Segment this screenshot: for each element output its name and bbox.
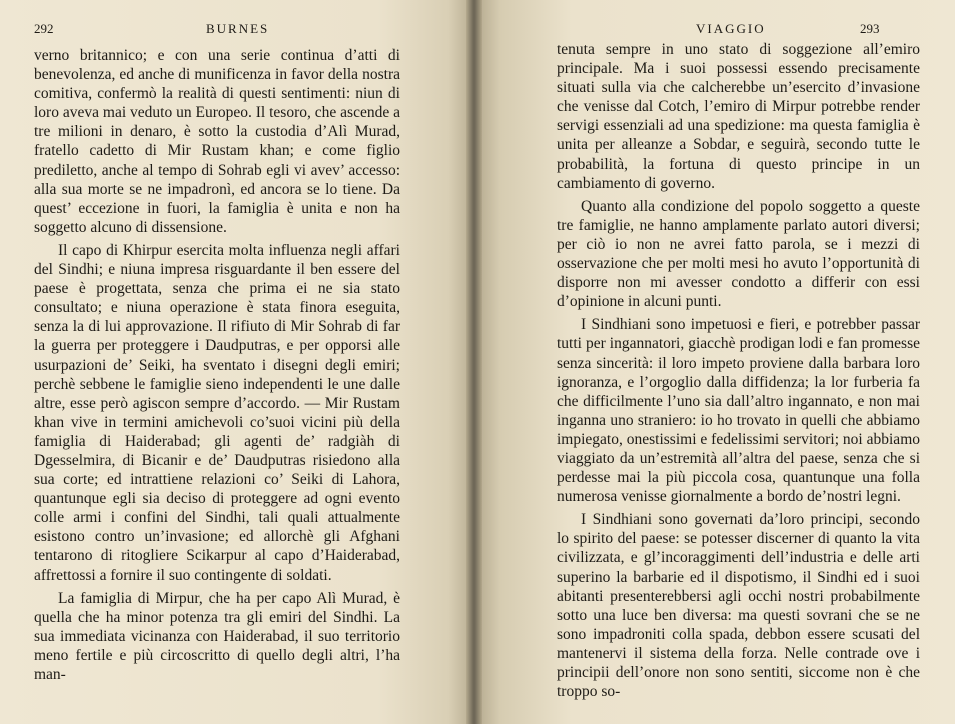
right-page	[476, 0, 955, 724]
left-paragraph-2: Il capo di Khirpur esercita molta influenza negli affari del Sindhi; e niuna impresa risguardante il ben essere del paese è progettata, senza che prima ei ne sia stato consultato; e niuna operazione è stata finora eseguita, senza la di lui approvazione. Il rifiuto di Mir Sohrab di far la guerra per proteggere i Daudputras, e per opporsi alle usurpazioni de’ Seiki, ha sventato i disegni degli emiri; perchè sebbene le famiglie sieno independenti le une dalle altre, esse però agiscon sempre d’accordo. — Mir Rustam khan vive in termini amichevoli co’suoi vicini più della famiglia di Haiderabad; gli agenti de’ radgiàh di Dgesselmira, di Bicanir e de’ Daudputras risiedono alla sua corte; ed intrattiene relazioni co’ Seiki di Lahora, quantunque egli sia deciso di proteggere ad ogni evento colle armi i confini del Sindhi, tali quali attualmente esistono contro un’invasione; ed allorchè gli Afghani tentarono di ritogliere Scikarpur al capo d’Haiderabad, affrettossi a fornire il suo contingente di soldati.	[34, 241, 400, 584]
left-page	[0, 0, 472, 724]
right-page-header	[476, 21, 955, 39]
left-page-header	[0, 21, 472, 39]
right-paragraph-1: tenuta sempre in uno stato di soggezione all’emiro principale. Ma i suoi possessi essendo precisamente situati sulla via che calcherebbe un’esercito d’invasione che venisse dal Cotch, l’emiro di Mirpur potrebbe render servigi essenziali ad una spedizione: ma questa famiglia è unita per alleanze a Sobdar, e seguirà, secondo tutte le probabilità, la fortuna di questo principe in un cambiamento di governo.	[557, 41, 920, 192]
right-page-body	[557, 40, 920, 701]
left-page-body	[34, 46, 400, 684]
left-paragraph-1: verno britannico; e con una serie continua d’atti di benevolenza, ed anche di munificenza in favor della nostra comitiva, confermò la realità di questi sentimenti: niun di loro aveva mai veduto un Europeo. Il tesoro, che ascende a tre milioni in denaro, è sotto la custodia d’Alì Murad, fratello cadetto di Mir Rustam khan; e come figlio prediletto, anche al tempo di Sohrab egli vi avev’ accesso: alla sua morte se ne impadronì, ed ancora se lo tiene. Da quest’ eccezione in fuori, la famiglia è unita e non ha soggetto alcuno di dissensione.	[34, 47, 400, 236]
left-paragraph-3: La famiglia di Mirpur, che ha per capo Alì Murad, è quella che ha minor potenza tra gli emiri del Sindhi. La sua immediata vicinanza con Haiderabad, il suo territorio meno fertile e più circoscritto di quello degli altri, l’ha man-	[34, 589, 400, 683]
right-paragraph-3: I Sindhiani sono impetuosi e fieri, e potrebber passar tutti per ingannatori, giacchè prodigan lodi e fan promesse senza sincerità: il loro impeto proviene dalla barbara loro ignoranza, e l’orgoglio dalla diffidenza; la lor furberia fa che difficilmente l’uno sia dall’altro ingannato, e non mai inganna uno straniero: io ho trovato in quelli che abbiamo impiegato, onestissimi e fedelissimi servitori; noi abbiamo viaggiato da un’estremità all’altra del paese, senza che si perdesse mai la più piccola cosa, quantunque una folla numerosa venisse giornalmente a bordo de’nostri legni.	[557, 316, 920, 506]
left-running-head: BURNES	[206, 21, 270, 36]
right-running-head: VIAGGIO	[696, 21, 766, 36]
right-paragraph-4: I Sindhiani sono governati da’loro principi, secondo lo spirito del paese: se potesser discerner di quanto la vita civilizzata, e gl’incoraggimenti dell’industria e delle arti superino la barbarie ed il dispotismo, il Sindhi ed i suoi abitanti presenterebbersi agli occhi nostri probabilmente sotto una luce ben diversa: ma questi sovrani che se ne sono impadroniti colla spada, debbon essere scusati del mantenervi il sistema della forza. Nelle contrade ove i principii dell’onore non sono sentiti, siccome non è che troppo so-	[557, 511, 920, 701]
right-paragraph-2: Quanto alla condizione del popolo soggetto a queste tre famiglie, ne hanno amplamente parlato autori diversi; per ciò io non ne avrei fatto parola, se i mezzi di osservazione che per molti mesi ho avuto l’opportunità di disporre non mi avesser condotto a differir con essi d’opinione in alcuni punti.	[557, 197, 920, 311]
left-page-number: 292	[34, 21, 54, 36]
right-page-number: 293	[860, 21, 880, 36]
book-gutter	[466, 0, 482, 724]
